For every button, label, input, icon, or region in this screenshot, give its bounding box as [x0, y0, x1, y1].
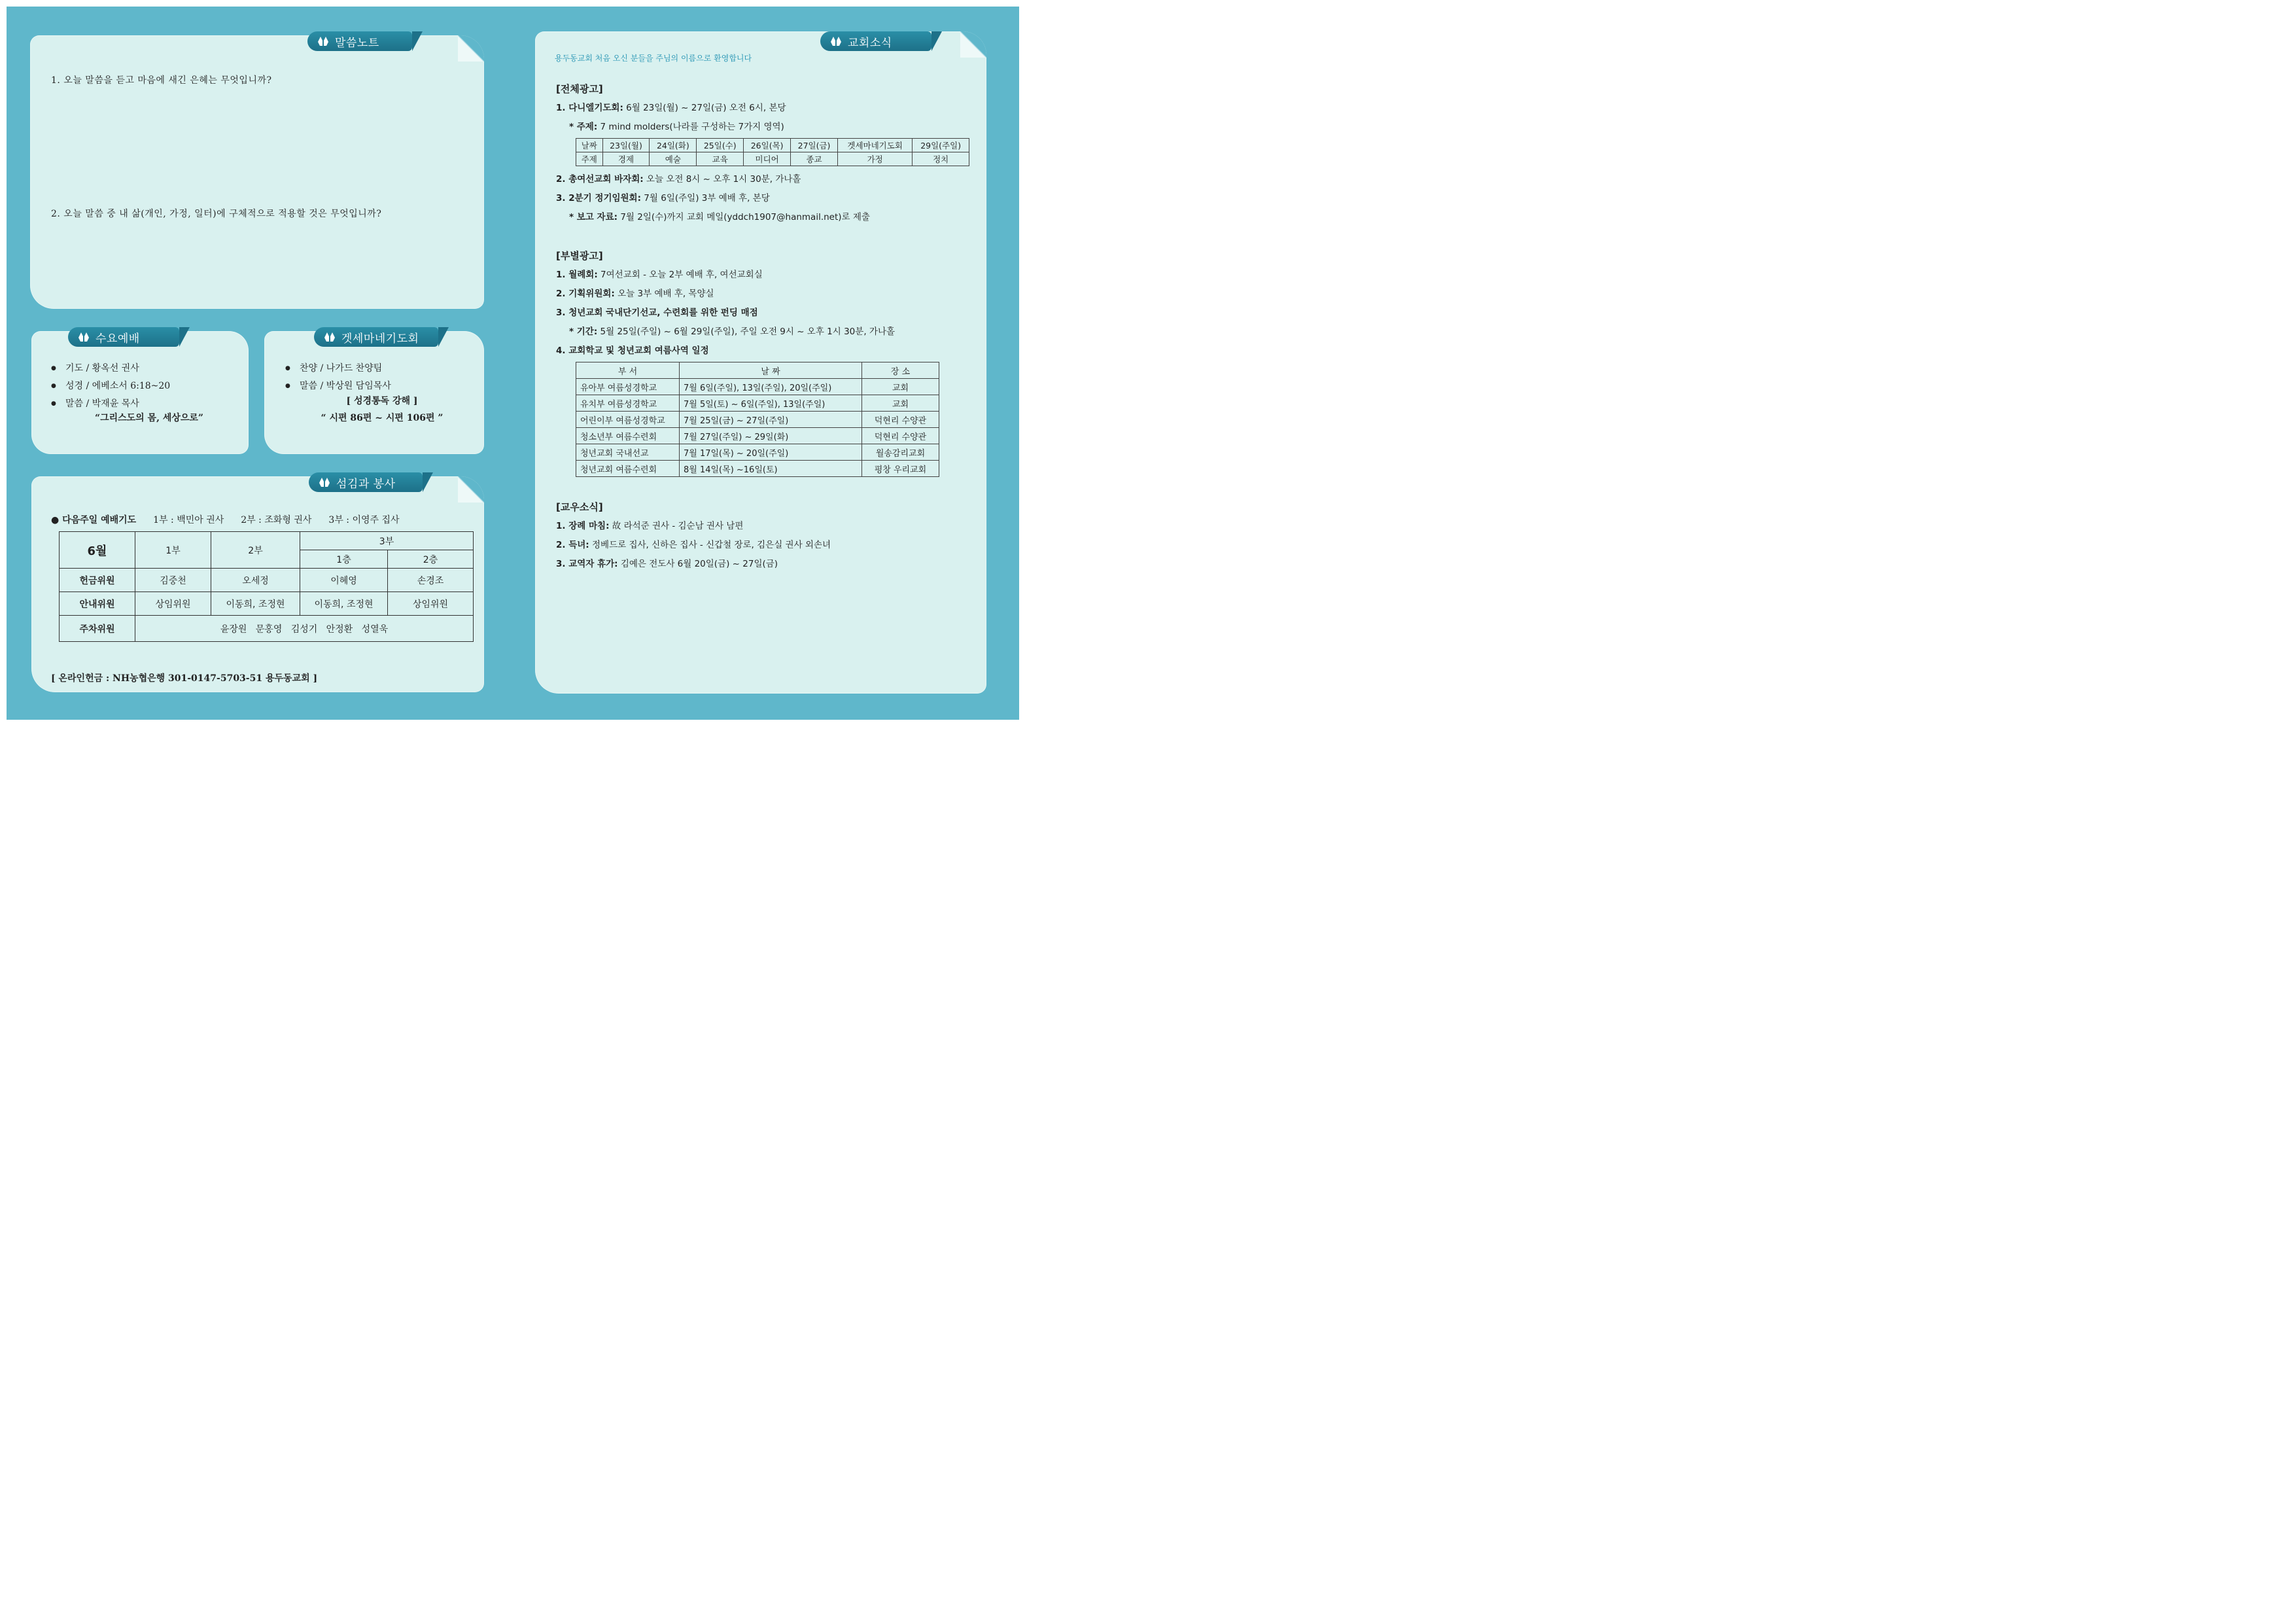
praying-hands-icon [323, 330, 336, 344]
header-cell: 2부 [211, 532, 300, 569]
list-item: 3. 교역자 휴가: 김예은 전도사 6월 20일(금) ~ 27일(금) [556, 559, 778, 569]
table-cell: 경제 [602, 152, 650, 166]
table-cell: 7월 25일(금) ~ 27일(주일) [680, 412, 862, 428]
month-cell: 6월 [60, 532, 135, 569]
table-cell: 덕현리 수양관 [862, 412, 939, 428]
prayer-3: 3부 : 이영주 집사 [328, 515, 400, 525]
service-table [59, 531, 474, 642]
sermon-note-tab [307, 31, 412, 51]
row-label: 헌금위원 [60, 569, 135, 592]
wednesday-title: 수요예배 [96, 332, 140, 345]
reading-range: “ 시편 86편 ~ 시편 106편 ” [321, 413, 444, 423]
sermon-note-card [30, 35, 484, 309]
prayer-1: 1부 : 백민아 권사 [153, 515, 224, 525]
praying-hands-icon [77, 330, 90, 344]
table-cell: 어린이부 여름성경학교 [576, 412, 680, 428]
header-cell: 1부 [135, 532, 211, 569]
list-item: 2. 총여선교회 바자회: 오늘 오전 8시 ~ 오후 1시 30분, 가나홀 [556, 174, 801, 185]
table-cell: 7월 6일(주일), 13일(주일), 20일(주일) [680, 379, 862, 395]
table-cell: 청소년부 여름수련회 [576, 428, 680, 444]
member-title: [교우소식] [556, 501, 603, 513]
general-title: [전체광고] [556, 83, 603, 95]
page-fold [458, 35, 484, 62]
list-item: 1. 장례 마침: 故 라석준 권사 - 김순남 권사 남편 [556, 521, 744, 531]
next-prayer-label: ● 다음주일 예배기도 [51, 515, 137, 525]
table-cell: 청년교회 여름수련회 [576, 461, 680, 477]
announcements [556, 80, 975, 574]
table-cell: 7월 17일(목) ~ 20일(주일) [680, 444, 862, 461]
list-item: ● 찬양 / 나가드 찬양팀 [285, 360, 391, 378]
table-row [576, 362, 939, 379]
table-cell: 23일(월) [602, 139, 650, 152]
table-cell: 예술 [650, 152, 697, 166]
table-cell: 교회 [862, 379, 939, 395]
table-cell: 7월 5일(토) ~ 6일(주일), 13일(주일) [680, 395, 862, 412]
praying-hands-icon [318, 476, 331, 489]
table-row [576, 444, 939, 461]
next-prayer-row [51, 513, 400, 526]
dept-title: [부별광고] [556, 250, 603, 262]
list-item: ● 기도 / 황옥선 권사 [51, 360, 170, 378]
table-cell: 24일(화) [650, 139, 697, 152]
table-cell: 8월 14일(목) ~16일(토) [680, 461, 862, 477]
table-cell: 유치부 여름성경학교 [576, 395, 680, 412]
table-cell: 26일(목) [744, 139, 791, 152]
list-item: ● 말씀 / 박상원 담임목사 [285, 378, 391, 395]
table-cell: 27일(금) [791, 139, 838, 152]
table-cell: 월송감리교회 [862, 444, 939, 461]
table-row [576, 461, 939, 477]
page-fold [458, 476, 484, 503]
wednesday-service-card [31, 331, 249, 454]
table-cell: 이혜영 [300, 569, 388, 592]
table-cell: 유아부 여름성경학교 [576, 379, 680, 395]
list-item: 3. 2분기 정기임원회: 7월 6일(주일) 3부 예배 후, 본당 [556, 193, 770, 203]
wednesday-list [51, 360, 170, 413]
table-row [60, 592, 474, 616]
header-cell: 장 소 [862, 362, 939, 379]
question-2: 2. 오늘 말씀 중 내 삶(개인, 가정, 일터)에 구체적으로 적용할 것은 무엇입니까? [51, 209, 382, 219]
table-cell: 이동희, 조정현 [211, 592, 300, 616]
list-item: 2. 득녀: 정베드로 집사, 신하은 집사 - 신갑철 장로, 김은실 권사 외손녀 [556, 540, 831, 550]
bulletin-sheet [7, 7, 1019, 720]
list-item: 3. 청년교회 국내단기선교, 수련회를 위한 펀딩 매점 [556, 308, 758, 318]
service-tab [309, 472, 423, 492]
table-row [60, 616, 474, 642]
table-row [576, 379, 939, 395]
table-cell: 손경조 [388, 569, 474, 592]
wednesday-tab [68, 327, 179, 347]
table-row [576, 428, 939, 444]
theme-table [576, 138, 969, 166]
service-title: 섬김과 봉사 [336, 477, 396, 491]
table-cell: 주제 [576, 152, 603, 166]
table-cell: 덕현리 수양관 [862, 428, 939, 444]
table-cell: 7월 27일(주일) ~ 29일(화) [680, 428, 862, 444]
table-cell: 상임위원 [135, 592, 211, 616]
list-item: * 기간: 5월 25일(주일) ~ 6월 29일(주일), 주일 오전 9시 ~ 오후 1시 30분, 가나홀 [569, 327, 896, 337]
table-cell: 교육 [697, 152, 744, 166]
page-fold [960, 31, 986, 58]
table-cell: 김중천 [135, 569, 211, 592]
header-cell: 부 서 [576, 362, 680, 379]
church-news-card [535, 31, 986, 694]
table-cell: 평창 우리교회 [862, 461, 939, 477]
table-row [576, 395, 939, 412]
header-cell: 3부 [300, 532, 474, 550]
prayer-2: 2부 : 조화형 권사 [241, 515, 312, 525]
gethsemane-card [264, 331, 484, 454]
table-cell: 29일(주일) [913, 139, 969, 152]
reading-title: [ 성경통독 강해 ] [346, 396, 418, 406]
table-cell: 교회 [862, 395, 939, 412]
welcome-text: 용두동교회 처음 오신 분들을 주님의 이름으로 환영합니다 [555, 54, 752, 63]
table-cell: 미디어 [744, 152, 791, 166]
news-title: 교회소식 [848, 36, 892, 50]
gethsemane-tab [314, 327, 438, 347]
table-cell: 상임위원 [388, 592, 474, 616]
table-cell: 종교 [791, 152, 838, 166]
service-card [31, 476, 484, 692]
parking-members: 윤장원 문홍영 김성기 안정환 성열욱 [135, 616, 474, 642]
table-row [60, 569, 474, 592]
table-cell: 정치 [913, 152, 969, 166]
table-cell: 청년교회 국내선교 [576, 444, 680, 461]
list-item: 1. 다니엘기도회: 6월 23일(월) ~ 27일(금) 오전 6시, 본당 [556, 103, 786, 113]
gethsemane-title: 겟세마네기도회 [341, 332, 419, 345]
question-1: 1. 오늘 말씀을 듣고 마음에 새긴 은혜는 무엇입니까? [51, 75, 272, 86]
list-item: 1. 월례회: 7여선교회 - 오늘 2부 예배 후, 여선교회실 [556, 270, 763, 280]
row-label: 안내위원 [60, 592, 135, 616]
header-cell: 2층 [388, 550, 474, 569]
sermon-title: “그리스도의 몸, 세상으로” [95, 413, 203, 423]
list-item: * 주제: 7 mind molders(나라를 구성하는 7가지 영역) [569, 122, 784, 132]
summer-schedule-table [576, 362, 939, 477]
table-cell: 가정 [837, 152, 912, 166]
praying-hands-icon [829, 35, 843, 48]
list-item: 2. 기획위원회: 오늘 3부 예배 후, 목양실 [556, 289, 714, 299]
header-cell: 날 짜 [680, 362, 862, 379]
table-cell: 오세정 [211, 569, 300, 592]
list-item: * 보고 자료: 7월 2일(수)까지 교회 메일(yddch1907@hanmail.net)로 제출 [569, 212, 870, 222]
header-cell: 1층 [300, 550, 388, 569]
online-offering: [ 온라인헌금 : NH농협은행 301-0147-5703-51 용두동교회 ] [51, 673, 318, 684]
table-cell: 25일(수) [697, 139, 744, 152]
table-cell: 날짜 [576, 139, 603, 152]
list-item: 4. 교회학교 및 청년교회 여름사역 일정 [556, 345, 709, 356]
praying-hands-icon [317, 35, 330, 48]
table-row [576, 152, 969, 166]
table-cell: 이동희, 조정현 [300, 592, 388, 616]
table-row [576, 412, 939, 428]
table-row [576, 139, 969, 152]
news-tab [820, 31, 931, 51]
row-label: 주차위원 [60, 616, 135, 642]
sermon-note-title: 말씀노트 [335, 36, 379, 50]
list-item: ● 성경 / 에베소서 6:18~20 [51, 378, 170, 395]
table-cell: 겟세마네기도회 [837, 139, 912, 152]
list-item: ● 말씀 / 박재윤 목사 [51, 395, 170, 413]
gethsemane-list [285, 360, 391, 395]
